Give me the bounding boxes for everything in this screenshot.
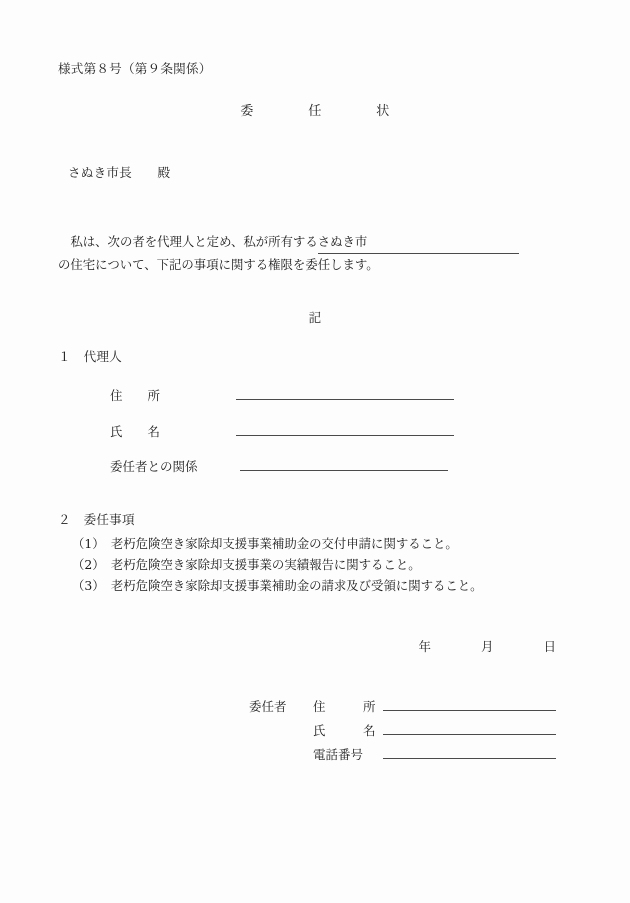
city-prefix-text: さぬき市 xyxy=(317,234,368,249)
form-number: 様式第８号（第９条関係） xyxy=(58,61,212,76)
agent-name-input[interactable] xyxy=(236,422,454,436)
delegator-address-label: 住 所 xyxy=(313,699,376,714)
delegator-address-row xyxy=(313,697,556,715)
section-2-heading: ２ 委任事項 xyxy=(58,512,135,527)
ki-marker: 記 xyxy=(308,310,322,325)
agent-address-input[interactable] xyxy=(236,386,454,400)
delegator-name-row xyxy=(313,721,556,739)
delegated-matters-list xyxy=(72,533,483,596)
document-title: 委 任 状 xyxy=(240,104,390,119)
agent-relation-input[interactable] xyxy=(240,457,448,471)
agent-name-row xyxy=(110,422,454,440)
city-blank-field[interactable] xyxy=(318,231,520,254)
delegator-phone-label: 電話番号 xyxy=(313,747,364,762)
delegator-name-label: 氏 名 xyxy=(313,723,376,738)
delegated-matter-item: （2） 老朽危険空き家除却支援事業の実績報告に関すること。 xyxy=(72,557,421,572)
agent-name-label: 氏 名 xyxy=(110,424,161,439)
delegated-matter-item: （3） 老朽危険空き家除却支援事業補助金の請求及び受領に関すること。 xyxy=(72,578,483,593)
delegator-phone-row xyxy=(313,745,556,763)
delegated-matter-item: （1） 老朽危険空き家除却支援事業補助金の交付申請に関すること。 xyxy=(72,536,458,551)
date-line[interactable]: 年 月 日 xyxy=(418,639,556,654)
delegator-phone-input[interactable] xyxy=(383,745,556,759)
agent-relation-row xyxy=(110,457,448,475)
delegator-name-input[interactable] xyxy=(383,721,556,735)
delegator-address-input[interactable] xyxy=(383,697,556,711)
agent-address-row xyxy=(110,386,454,404)
section-1-heading: １ 代理人 xyxy=(58,349,122,364)
agent-relation-label: 委任者との関係 xyxy=(110,459,198,474)
body-line-1-text: 私は、次の者を代理人と定め、私が所有する xyxy=(58,234,318,249)
body-line-2: の住宅について、下記の事項に関する権限を委任します。 xyxy=(58,257,379,272)
body-line-1 xyxy=(58,231,568,254)
addressee: さぬき市長 殿 xyxy=(68,165,171,180)
delegator-label: 委任者 xyxy=(249,699,287,714)
body-paragraph xyxy=(58,231,568,275)
agent-address-label: 住 所 xyxy=(110,388,161,403)
